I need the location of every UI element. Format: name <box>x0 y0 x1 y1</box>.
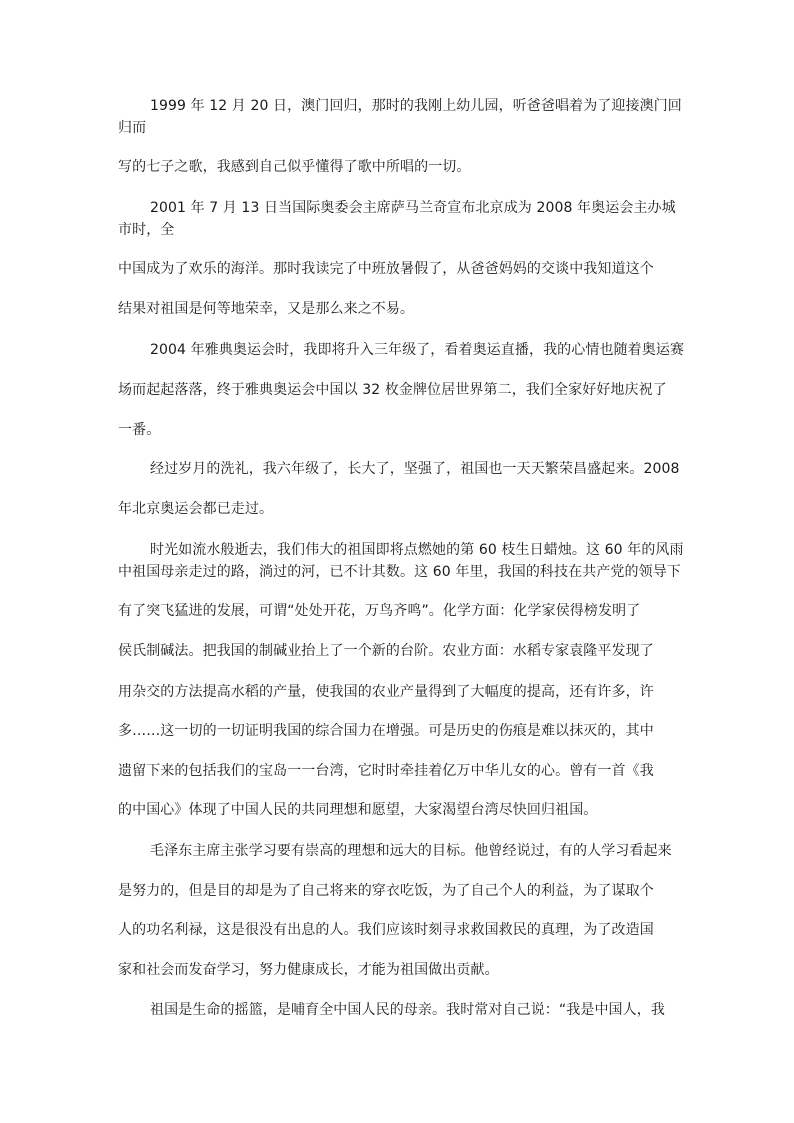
text-line: 2004 年雅典奥运会时，我即将升入三年级了，看着奥运直播，我的心情也随着奥运赛 <box>150 342 685 358</box>
text-line: 遗留下来的包括我们的宝岛一一台湾，它时时牵挂着亿万中华儿女的心。曾有一首《我 <box>118 763 654 779</box>
text-line: 用杂交的方法提高水稻的产量，使我国的农业产量得到了大幅度的提高，还有许多，许 <box>118 684 654 700</box>
text-line: 祖国是生命的摇篮，是哺育全中国人民的母亲。我时常对自己说：“我是中国人，我 <box>150 1002 665 1018</box>
text-line: 一番。 <box>118 422 161 438</box>
text-line: 中祖国母亲走过的路，淌过的河，已不计其数。这 60 年里，我国的科技在共产党的领导下 <box>118 564 681 580</box>
text-line: 的中国心》体现了中国人民的共同理想和愿望，大家渴望台湾尽快回归祖国。 <box>118 802 598 818</box>
text-line: 时光如流水般逝去，我们伟大的祖国即将点燃她的第 60 枝生日蜡烛。这 60 年的风雨 <box>150 542 684 558</box>
text-line: 2001 年 7 月 13 日当国际奥委会主席萨马兰奇宣布北京成为 2008 年奥运会主办城 <box>150 200 676 216</box>
text-line: 市时，全 <box>118 222 175 238</box>
text-line: 有了突飞猛进的发展，可谓“处处开花，万鸟齐鸣”。化学方面：化学家侯得榜发明了 <box>118 603 641 619</box>
text-line: 归而 <box>118 120 147 136</box>
text-line: 1999 年 12 月 20 日，澳门回归，那时的我刚上幼儿园，听爸爸唱着为了迎接澳门回 <box>150 98 682 114</box>
text-line: 毛泽东主席主张学习要有崇高的理想和远大的目标。他曾经说过，有的人学习看起来 <box>150 843 672 859</box>
text-line: 结果对祖国是何等地荣幸，又是那么来之不易。 <box>118 301 415 317</box>
text-line: 写的七子之歌，我感到自己似乎懂得了歌中所唱的一切。 <box>118 159 471 175</box>
text-line: 是努力的，但是目的却是为了自己将来的穿衣吃饭，为了自己个人的利益，为了谋取个 <box>118 883 654 899</box>
text-line: 家和社会而发奋学习，努力健康成长，才能为祖国做出贡献。 <box>118 962 499 978</box>
text-line: 场而起起落落，终于雅典奥运会中国以 32 枚金牌位居世界第二，我们全家好好地庆祝了 <box>118 382 667 398</box>
text-line: 年北京奥运会都已走过。 <box>118 501 274 517</box>
text-line: 中国成为了欢乐的海洋。那时我读完了中班放暑假了，从爸爸妈妈的交谈中我知道这个 <box>118 261 654 277</box>
text-line: 经过岁月的洗礼，我六年级了，长大了，坚强了，祖国也一天天繁荣昌盛起来。2008 <box>150 461 680 477</box>
text-line: 人的功名利禄，这是很没有出息的人。我们应该时刻寻求救国救民的真理，为了改造国 <box>118 922 654 938</box>
text-line: 侯氏制碱法。把我国的制碱业抬上了一个新的台阶。农业方面：水稻专家袁隆平发现了 <box>118 643 654 659</box>
text-line: 多……这一切的一切证明我国的综合国力在增强。可是历史的伤痕是难以抹灭的，其中 <box>118 723 654 739</box>
